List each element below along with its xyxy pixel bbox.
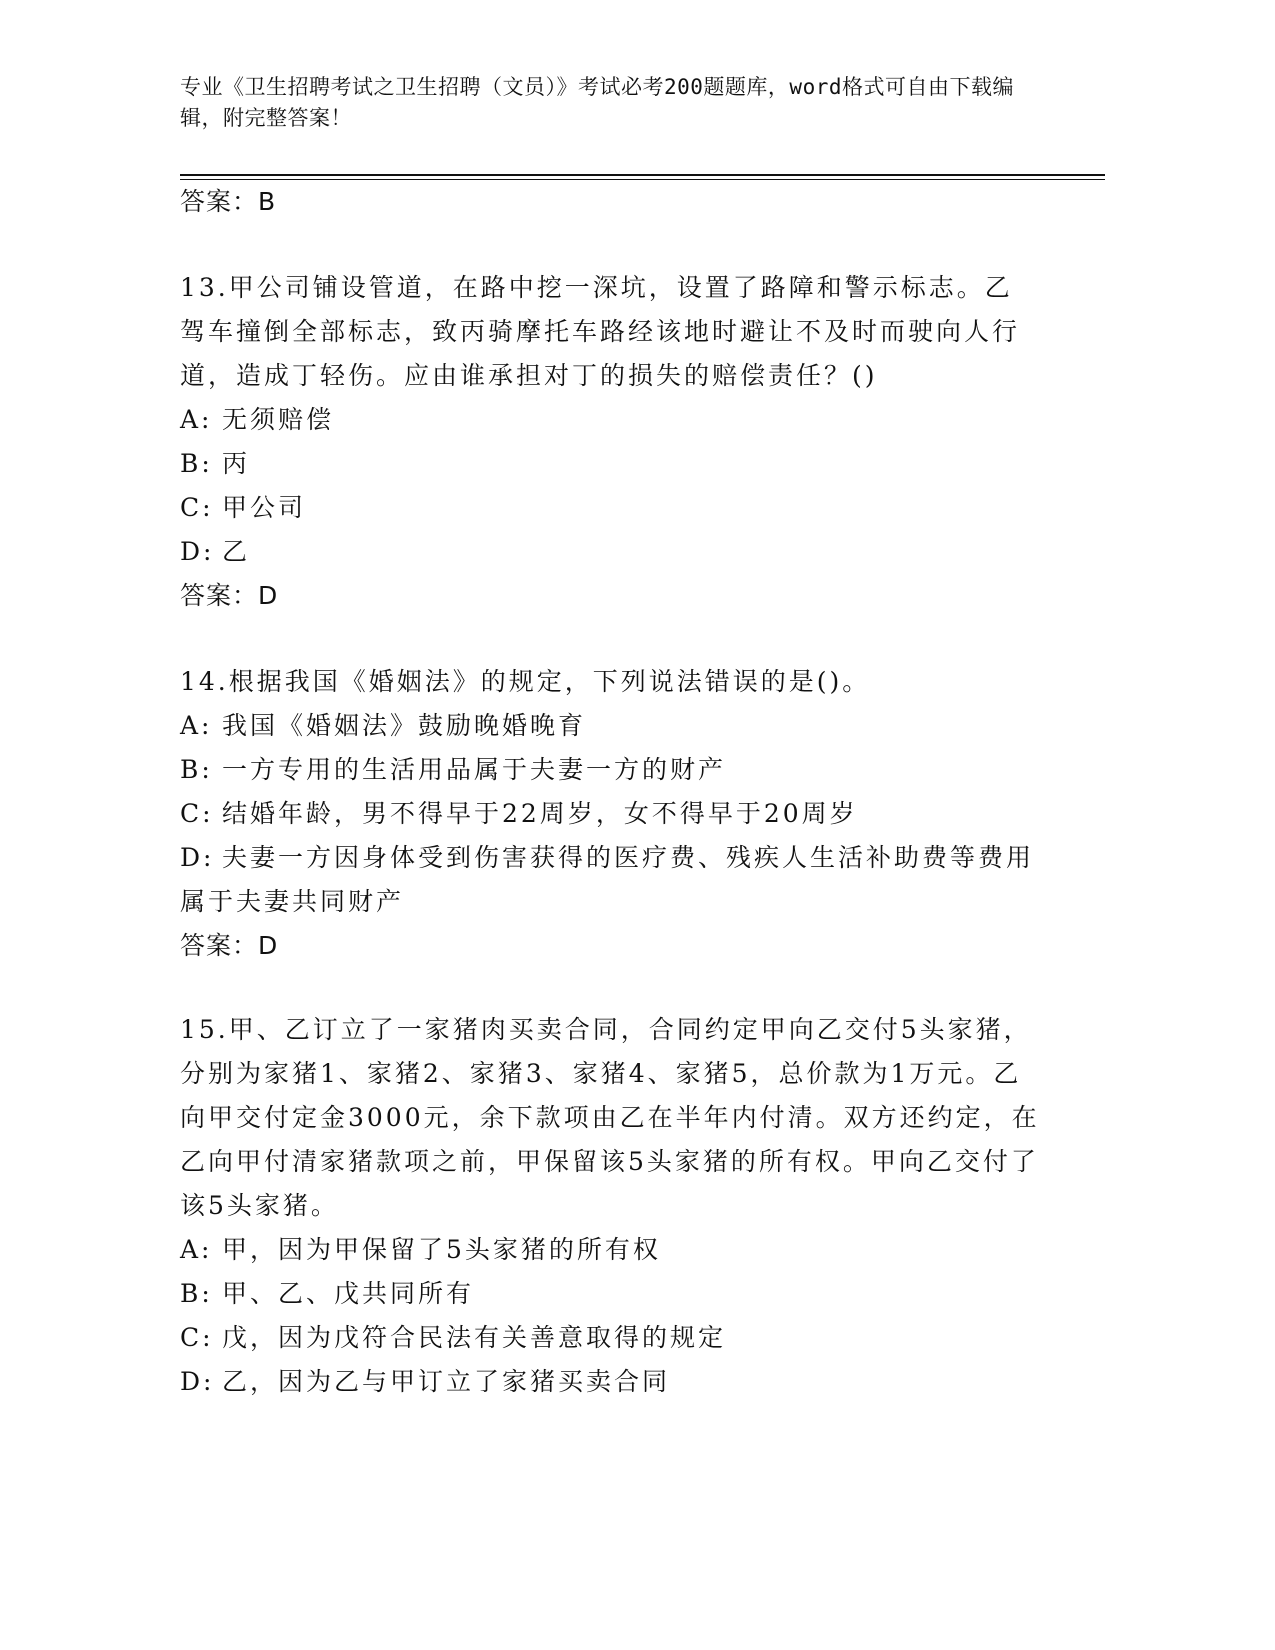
question-14 (180, 660, 1040, 968)
option-key: D: (180, 843, 215, 872)
option-key: C: (180, 493, 214, 522)
option-d (180, 530, 1040, 574)
question-stem: 14.根据我国《婚姻法》的规定，下列说法错误的是()。 (180, 667, 871, 696)
option-text: 甲、乙、戊共同所有 (222, 1279, 475, 1308)
option-text: 一方专用的生活用品属于夫妻一方的财产 (222, 755, 727, 784)
option-text: 我国《婚姻法》鼓励晚婚晚育 (222, 711, 587, 740)
question-stem: 13.甲公司铺设管道，在路中挖一深坑，设置了路障和警示标志。乙驾车撞倒全部标志，致丙骑摩托车路经该地时避让不及时而驶向人行道，造成丁轻伤。应由谁承担对丁的损失的赔偿责任？() (180, 273, 1021, 390)
option-key: C: (180, 799, 214, 828)
option-text: 丙 (222, 449, 251, 478)
option-key: B: (180, 755, 213, 784)
option-a (180, 704, 1040, 748)
answer: 答案：D (180, 581, 279, 610)
option-a (180, 398, 1040, 442)
option-text: 甲公司 (222, 493, 307, 522)
option-d (180, 1360, 1040, 1404)
option-text: 夫妻一方因身体受到伤害获得的医疗费、残疾人生活补助费等费用属于夫妻共同财产 (180, 843, 1035, 916)
option-key: C: (180, 1323, 214, 1352)
option-text: 结婚年龄，男不得早于22周岁，女不得早于20周岁 (222, 799, 858, 828)
option-text: 乙 (222, 537, 251, 566)
answer: 答案：D (180, 931, 279, 960)
option-b (180, 1272, 1040, 1316)
option-a (180, 1228, 1040, 1272)
option-b (180, 748, 1040, 792)
option-text: 乙，因为乙与甲订立了家猪买卖合同 (222, 1367, 671, 1396)
option-key: B: (180, 449, 213, 478)
option-c (180, 792, 1040, 836)
option-key: B: (180, 1279, 213, 1308)
option-key: D: (180, 537, 215, 566)
option-text: 无须赔偿 (222, 405, 335, 434)
option-b (180, 442, 1040, 486)
option-key: A: (180, 711, 213, 740)
header-divider-thin (180, 179, 1105, 180)
option-d (180, 836, 1040, 924)
option-text: 甲，因为甲保留了5头家猪的所有权 (222, 1235, 661, 1264)
option-key: A: (180, 405, 213, 434)
option-text: 戊，因为戊符合民法有关善意取得的规定 (222, 1323, 727, 1352)
question-15 (180, 1008, 1040, 1404)
option-key: A: (180, 1235, 213, 1264)
previous-answer: 答案：B (180, 187, 277, 216)
header-divider (180, 174, 1105, 176)
question-stem: 15.甲、乙订立了一家猪肉买卖合同，合同约定甲向乙交付5头家猪，分别为家猪1、家猪2、家猪3、家猪4、家猪5，总价款为1万元。乙向甲交付定金3000元，余下款项由乙在半年内付清。双方还约定，在乙向甲付清家猪款项之前，甲保留该5头家猪的所有权。甲向乙交付了该5头家猪。 (180, 1015, 1040, 1220)
option-c (180, 486, 1040, 530)
option-c (180, 1316, 1040, 1360)
question-13 (180, 266, 1040, 618)
page-header: 专业《卫生招聘考试之卫生招聘（文员）》考试必考200题题库，word格式可自由下载编辑，附完整答案！ (180, 75, 1014, 130)
option-key: D: (180, 1367, 215, 1396)
